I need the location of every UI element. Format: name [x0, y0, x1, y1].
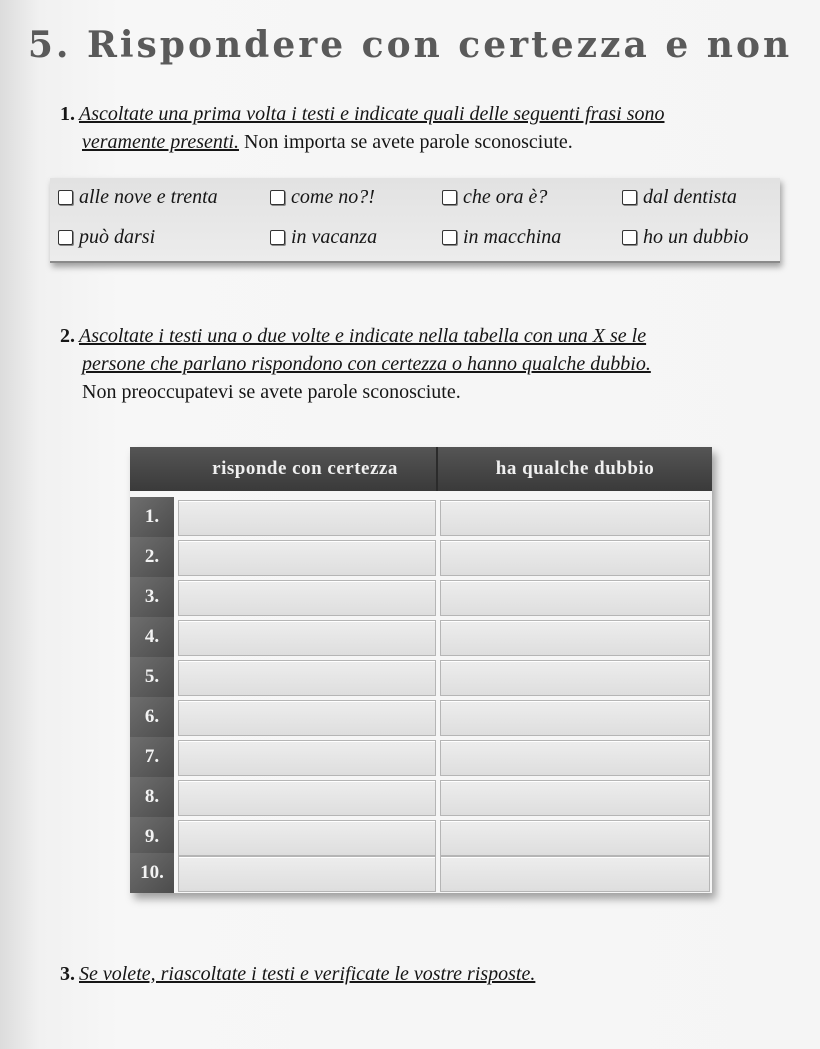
answer-cell-certain[interactable]: [178, 500, 436, 536]
table-row: [130, 537, 712, 577]
answer-cell-certain[interactable]: [178, 820, 436, 856]
phrase-option[interactable]: che ora è?: [442, 186, 547, 209]
answer-cell-certain[interactable]: [178, 740, 436, 776]
exercise-2-text-line1: Ascoltate i testi una o due volte e indicate nella tabella con una X se le: [79, 325, 647, 347]
checkbox[interactable]: [270, 190, 285, 205]
answer-cell-doubt[interactable]: [440, 856, 710, 892]
table-row: [130, 657, 712, 697]
exercise-2-text-line2: persone che parlano rispondono con certezza o hanno qualche dubbio.: [82, 353, 651, 375]
answer-cell-certain[interactable]: [178, 540, 436, 576]
answer-table: [130, 447, 712, 893]
exercise-3-number: 3.: [60, 963, 75, 985]
checkbox[interactable]: [622, 230, 637, 245]
answer-cell-certain[interactable]: [178, 620, 436, 656]
table-row: [130, 817, 712, 857]
checkbox[interactable]: [442, 230, 457, 245]
row-number: 6.: [130, 697, 174, 737]
answer-cell-doubt[interactable]: [440, 620, 710, 656]
row-number: 3.: [130, 577, 174, 617]
phrase-option[interactable]: in vacanza: [270, 226, 377, 249]
phrase-option[interactable]: ho un dubbio: [622, 226, 749, 249]
answer-cell-certain[interactable]: [178, 856, 436, 892]
column-header-certain: risponde con certezza: [212, 458, 398, 479]
checkbox[interactable]: [58, 230, 73, 245]
checkbox[interactable]: [442, 190, 457, 205]
row-number: 1.: [130, 497, 174, 537]
exercise-1-number: 1.: [60, 103, 75, 125]
table-row: [130, 697, 712, 737]
row-number: 9.: [130, 817, 174, 857]
answer-cell-certain[interactable]: [178, 700, 436, 736]
row-number: 7.: [130, 737, 174, 777]
answer-cell-doubt[interactable]: [440, 820, 710, 856]
table-row: [130, 853, 712, 893]
checkbox[interactable]: [622, 190, 637, 205]
exercise-1-text-underlined: veramente presenti.: [82, 131, 239, 153]
row-number: 2.: [130, 537, 174, 577]
answer-cell-doubt[interactable]: [440, 740, 710, 776]
phrase-option[interactable]: può darsi: [58, 226, 155, 249]
column-header-doubt: ha qualche dubbio: [495, 458, 655, 479]
phrase-option[interactable]: dal dentista: [622, 186, 737, 209]
table-row: [130, 497, 712, 537]
exercise-1-text-rest: Non importa se avete parole sconosciute.: [243, 131, 573, 153]
answer-cell-doubt[interactable]: [440, 500, 710, 536]
exercise-2-number: 2.: [60, 325, 75, 347]
answer-cell-doubt[interactable]: [440, 660, 710, 696]
row-number: 8.: [130, 777, 174, 817]
exercise-1-text-line1: Ascoltate una prima volta i testi e indicate quali delle seguenti frasi sono: [79, 103, 665, 125]
table-row: [130, 577, 712, 617]
table-header: [130, 447, 712, 491]
phrase-option[interactable]: come no?!: [270, 186, 375, 209]
row-number: 5.: [130, 657, 174, 697]
answer-cell-doubt[interactable]: [440, 780, 710, 816]
phrase-option[interactable]: in macchina: [442, 226, 561, 249]
exercise-3-text: Se volete, riascoltate i testi e verificate le vostre risposte.: [79, 963, 536, 985]
exercise-3-instruction: [60, 960, 775, 988]
phrase-checklist: [50, 178, 780, 263]
phrase-option[interactable]: alle nove e trenta: [58, 186, 218, 209]
answer-cell-doubt[interactable]: [440, 580, 710, 616]
row-number: 10.: [130, 853, 174, 893]
exercise-1-instruction: [60, 100, 775, 156]
table-row: [130, 617, 712, 657]
answer-cell-doubt[interactable]: [440, 700, 710, 736]
table-row: [130, 777, 712, 817]
table-row: [130, 737, 712, 777]
page-title: 5. Rispondere con certezza e non: [27, 24, 793, 66]
answer-cell-certain[interactable]: [178, 780, 436, 816]
checkbox[interactable]: [58, 190, 73, 205]
answer-cell-doubt[interactable]: [440, 540, 710, 576]
checkbox[interactable]: [270, 230, 285, 245]
exercise-2-text-line3: Non preoccupatevi se avete parole sconosciute.: [82, 381, 461, 403]
row-number: 4.: [130, 617, 174, 657]
answer-cell-certain[interactable]: [178, 580, 436, 616]
exercise-2-instruction: [60, 322, 775, 406]
answer-cell-certain[interactable]: [178, 660, 436, 696]
